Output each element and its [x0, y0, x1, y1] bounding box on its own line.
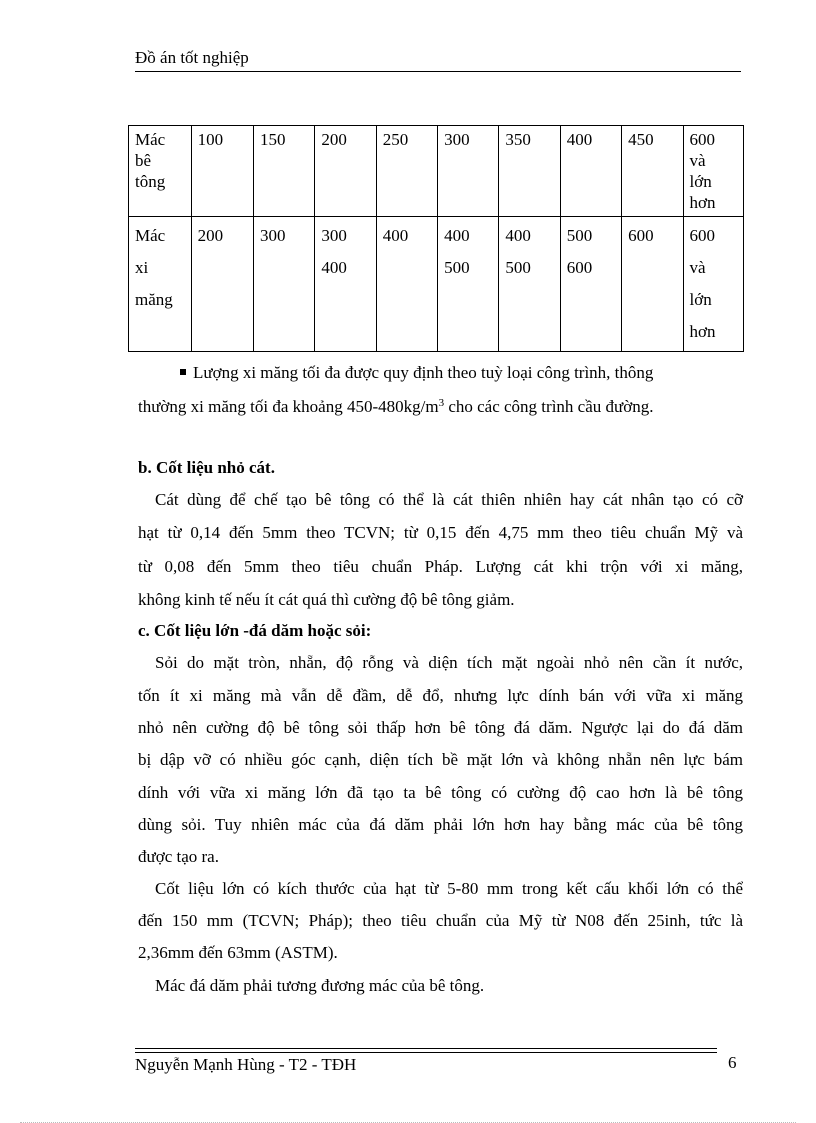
paragraph-line: đến 150 mm (TCVN; Pháp); theo tiêu chuẩn của Mỹ từ N08 đến 25inh, tức là — [138, 911, 743, 930]
table-cell: 250 — [376, 126, 437, 217]
paragraph-line: hạt từ 0,14 đến 5mm theo TCVN; từ 0,15 đến 4,75 mm theo tiêu chuẩn Mỹ và — [138, 523, 743, 542]
table-cell: 350 — [499, 126, 560, 217]
table-cell: 600 — [622, 217, 683, 352]
paragraph-line: từ 0,08 đến 5mm theo tiêu chuẩn Pháp. Lượng cát khi trộn với xi măng, — [138, 557, 743, 576]
table-cell: 600 và lớn hơn — [683, 126, 744, 217]
footer-divider — [135, 1052, 717, 1053]
row-label-concrete: Mác bê tông — [129, 126, 192, 217]
paragraph-line: được tạo ra. — [138, 847, 219, 866]
header-divider — [135, 71, 741, 72]
paragraph-line: không kinh tế nếu ít cát quá thì cường độ bê tông giảm. — [138, 590, 515, 609]
table-cell: 150 — [253, 126, 314, 217]
table-row-cement-grade — [129, 217, 744, 352]
paragraph-line: 2,36mm đến 63mm (ASTM). — [138, 943, 338, 962]
table-cell: 400 — [560, 126, 621, 217]
table-cell: 300 — [253, 217, 314, 352]
paragraph-line: Cát dùng để chế tạo bê tông có thể là cát thiên nhiên hay cát nhân tạo có cỡ — [155, 490, 743, 509]
footer-divider — [135, 1048, 717, 1049]
table-cell: 400 500 — [438, 217, 499, 352]
table-cell: 300 400 — [315, 217, 376, 352]
row-label-cement: Mác xi măng — [129, 217, 192, 352]
page-number: 6 — [728, 1053, 737, 1072]
paragraph-line: bị dập vỡ có nhiều góc cạnh, diện tích bề mặt lớn và không nhẵn nên lực bám — [138, 750, 743, 769]
paragraph-line: nhỏ nên cường độ bê tông sỏi thấp hơn bê tông đá dăm. Ngược lại do đá dăm — [138, 718, 743, 737]
table-cell: 200 — [315, 126, 376, 217]
paragraph-line: Cốt liệu lớn có kích thước của hạt từ 5-80 mm trong kết cấu khối lớn có thể — [155, 879, 743, 898]
paragraph-line: Mác đá dăm phải tương đương mác của bê tông. — [155, 976, 485, 995]
table-cell: 450 — [622, 126, 683, 217]
table-cell: 600 và lớn hơn — [683, 217, 744, 352]
bullet-continuation: thường xi măng tối đa khoảng $450-480kg/m^3$ cho các công trình cầu đường. — [138, 397, 654, 416]
concrete-cement-grade-table — [128, 125, 744, 352]
table-cell: 400 500 — [499, 217, 560, 352]
table-row-concrete-grade — [129, 126, 744, 217]
paragraph-line: dính với vữa xi măng lớn đã tạo ta bê tông có cường độ cao hơn là bê tông — [138, 783, 743, 802]
square-bullet-icon — [180, 369, 186, 375]
table-cell: 500 600 — [560, 217, 621, 352]
table-cell: 400 — [376, 217, 437, 352]
section-b-heading: b. Cốt liệu nhỏ cát. — [138, 458, 275, 477]
table-cell: 100 — [191, 126, 253, 217]
table-cell: 300 — [438, 126, 499, 217]
section-c-heading: c. Cốt liệu lớn -đá dăm hoặc sỏi: — [138, 621, 372, 640]
paragraph-line: tốn ít xi măng mà vẫn dễ đầm, dễ đổ, nhưng lực dính bán với vữa xi măng — [138, 686, 743, 705]
bullet-item: Lượng xi măng tối đa được quy định theo tuỳ loại công trình, thông — [180, 363, 653, 383]
table-cell: 200 — [191, 217, 253, 352]
paragraph-line: dùng sỏi. Tuy nhiên mác của đá dăm phải lớn hơn hay bằng mác của bê tông — [138, 815, 743, 834]
page-header-title: Đồ án tốt nghiệp — [135, 48, 249, 67]
paragraph-line: Sỏi do mặt tròn, nhẵn, độ rỗng và diện tích mặt ngoài nhỏ nên cần ít nước, — [155, 653, 743, 672]
footer-author: Nguyễn Mạnh Hùng - T2 - TĐH — [135, 1055, 357, 1074]
